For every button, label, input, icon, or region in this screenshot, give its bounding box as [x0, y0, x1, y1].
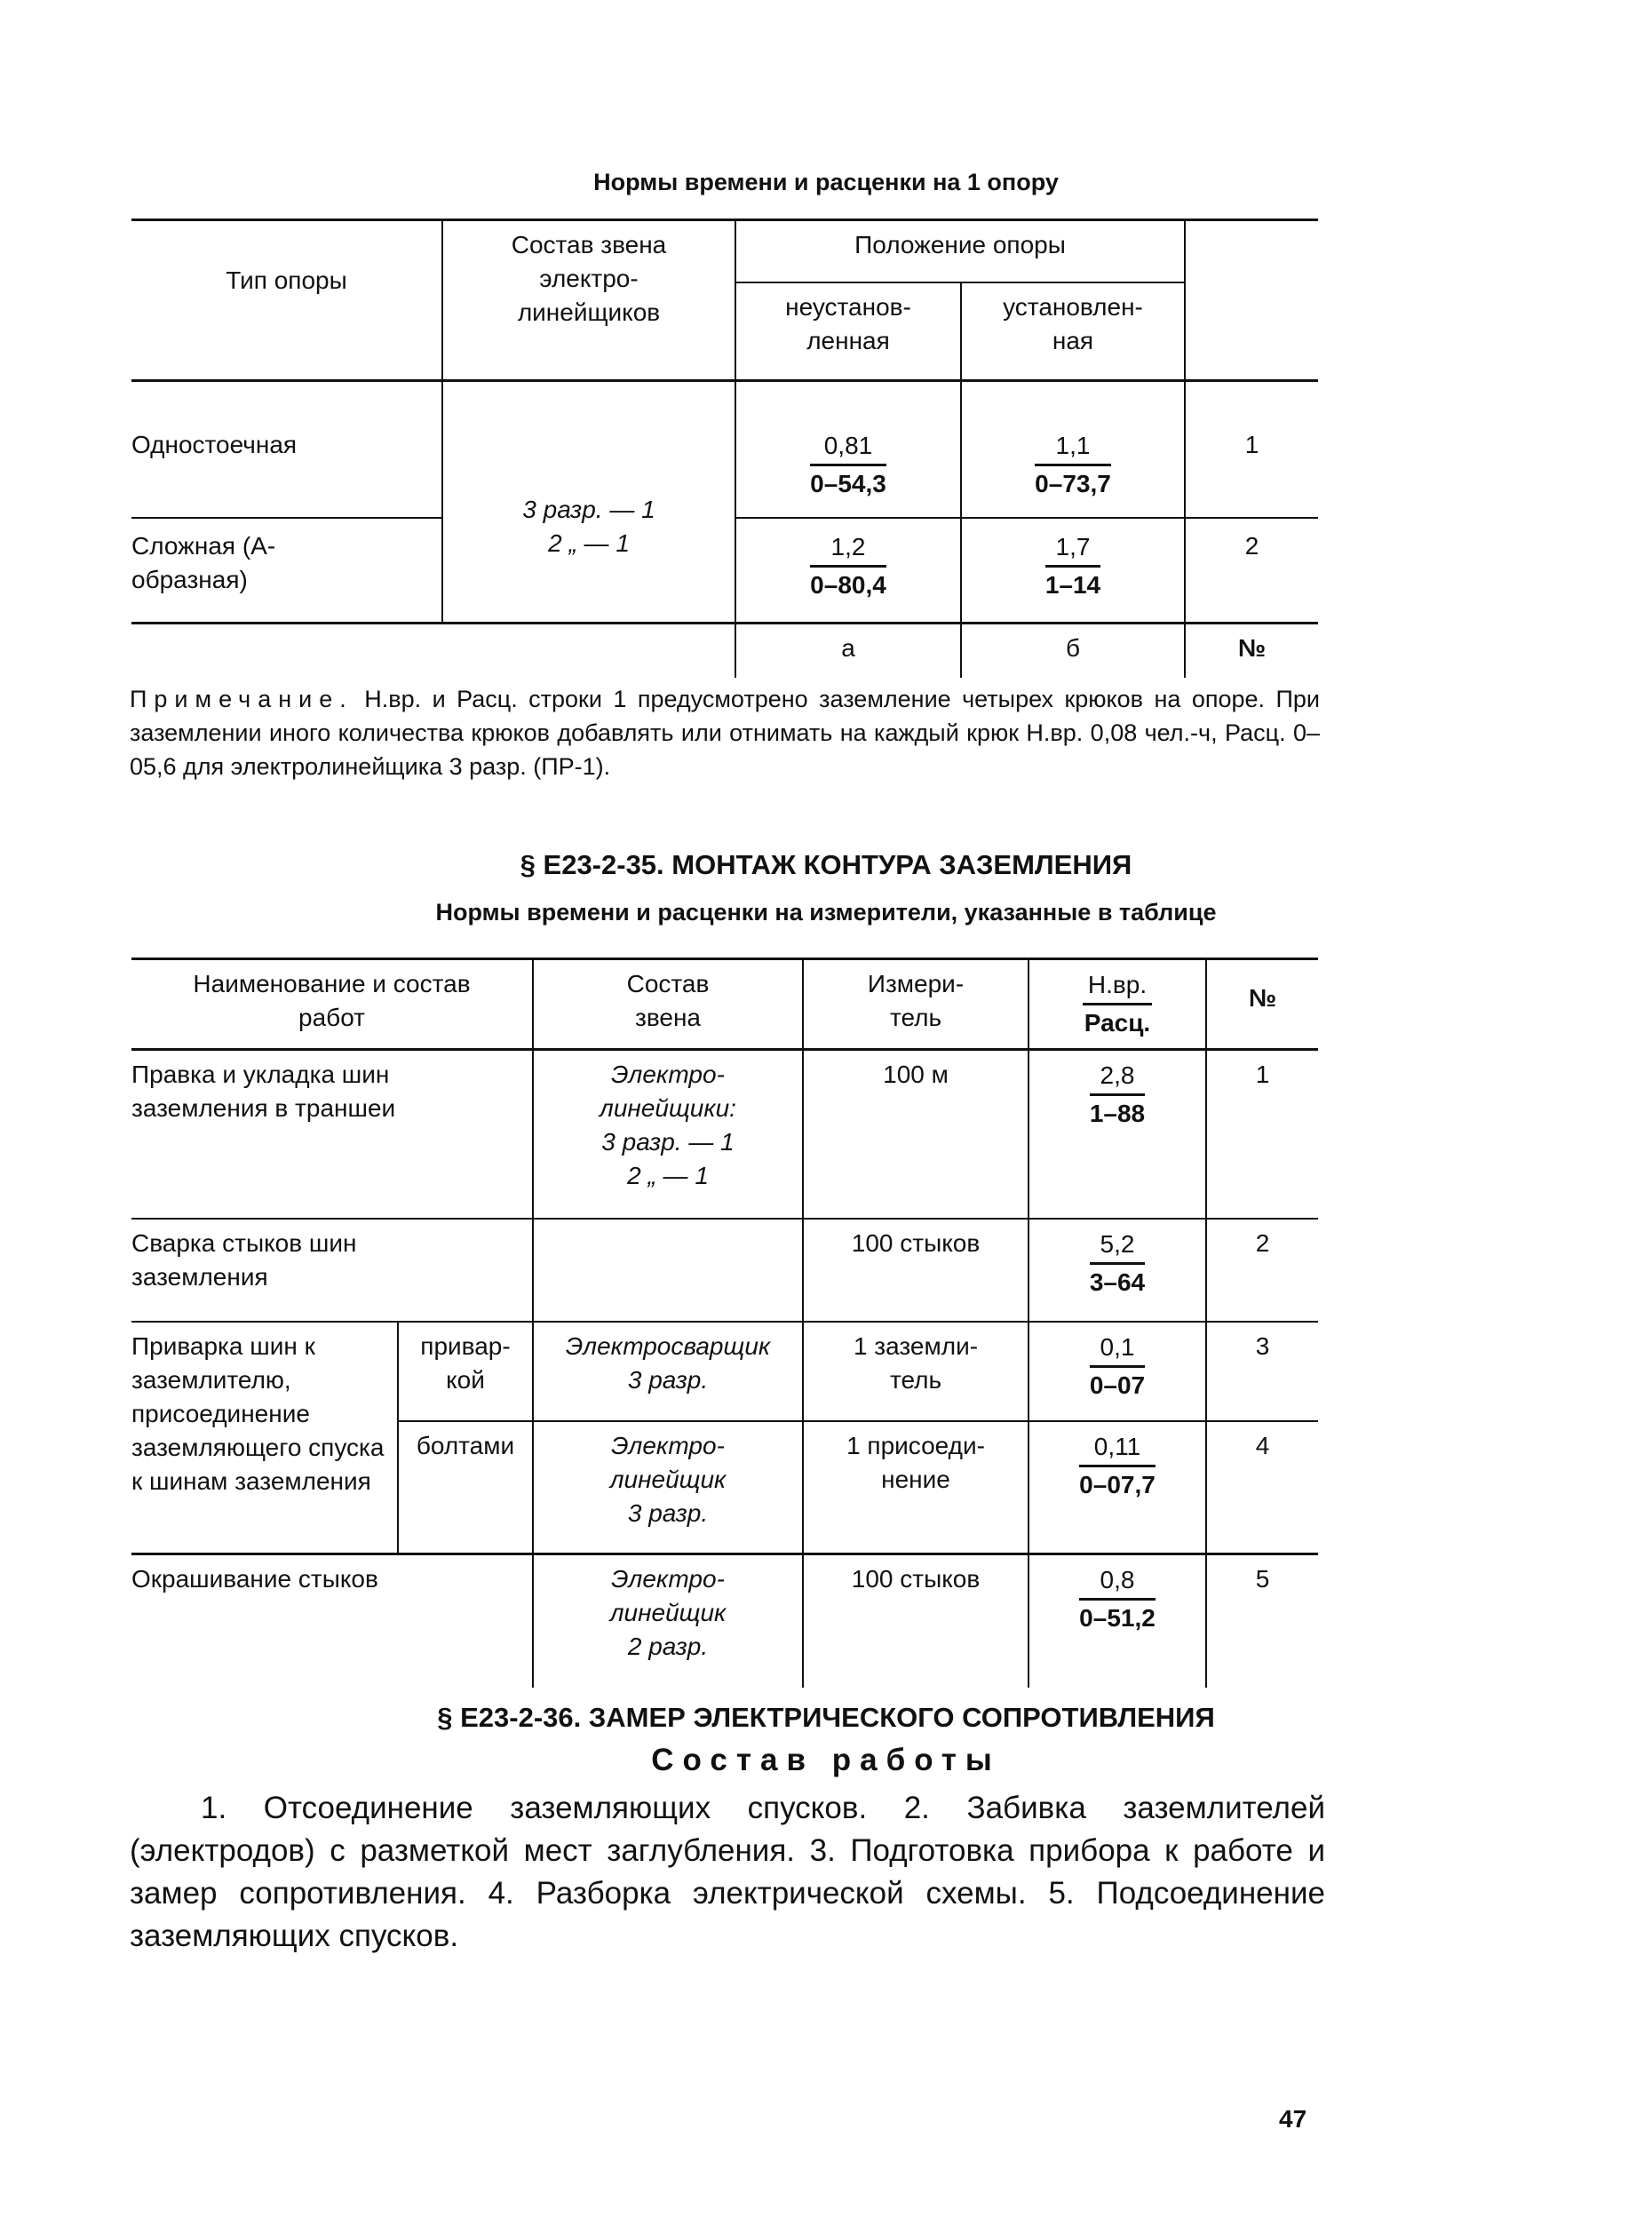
- norm-fraction: $\frac{1,2}{0-80,4}$: [810, 529, 886, 603]
- norm-fraction: $\frac{1,7}{1-14}$: [1045, 529, 1100, 603]
- crew-line-2: 2 „ — 1: [548, 528, 630, 557]
- note: [130, 682, 1320, 783]
- header-crew: Состав звена электро-линейщиков: [442, 220, 735, 381]
- table-row: [131, 1322, 1318, 1421]
- t2-row5-no: 5: [1255, 1565, 1270, 1593]
- header-installed: установлен-ная: [961, 282, 1185, 380]
- t2-header-norm: $\frac{Н.вр.}{\text{Расц.}}$: [1083, 967, 1152, 1041]
- crew-line-1: 3 разр. — 1: [522, 495, 655, 523]
- footer-a: а: [735, 623, 961, 678]
- section-36-subtitle: Состав работы: [651, 1743, 1001, 1777]
- t2-header-no: №: [1248, 984, 1277, 1012]
- t2-row1-work: Правка и укладка шин заземления в траншеи: [131, 1050, 533, 1219]
- t2-row2-no: 2: [1255, 1228, 1270, 1257]
- table-row: [131, 1219, 1318, 1322]
- t2-row4-no: 4: [1255, 1431, 1270, 1459]
- row1-no: 1: [1244, 430, 1259, 458]
- section-35-title: § Е23-2-35. МОНТАЖ КОНТУРА ЗАЗЕМЛЕНИЯ: [520, 849, 1132, 880]
- section-36-text: 1. Отсоединение заземляющих спусков. 2. Забивка заземлителей (электродов) с разметкой мест заглубления. 3. Подготовка прибора к работе и замер сопротивления. 4. Разборка электрической схемы. 5. Подсоединение заземляющих спусков.: [130, 1791, 1325, 1953]
- table-row: [131, 380, 1318, 518]
- t2-row1-crew: Электро- линейщики: 3 разр. — 1 2 „ — 1: [533, 1050, 803, 1219]
- row2-type: Сложная (А-образная): [131, 532, 276, 593]
- t2-header-crew: Состав звена: [533, 959, 803, 1050]
- t2-row2-work: Сварка стыков шин заземления: [131, 1228, 357, 1291]
- table1: [131, 219, 1318, 678]
- norm-fraction: $\frac{5,2}{3-64}$: [1090, 1227, 1145, 1300]
- norm-fraction: $\frac{0,81}{0-54,3}$: [810, 428, 886, 502]
- footer-b: б: [961, 623, 1185, 678]
- crew-cell: [442, 380, 735, 623]
- t2-row3-sub: привар-кой: [398, 1322, 533, 1421]
- row2-no: 2: [1244, 532, 1259, 560]
- t2-row5-meter: 100 стыков: [803, 1554, 1029, 1688]
- t2-row4-meter: 1 присоеди-нение: [803, 1421, 1029, 1554]
- t2-row4-sub: болтами: [398, 1421, 533, 1554]
- section-36-title: § Е23-2-36. ЗАМЕР ЭЛЕКТРИЧЕСКОГО СОПРОТИВЛЕНИЯ: [437, 1702, 1215, 1733]
- t2-row3-crew: Электросварщик 3 разр.: [533, 1322, 803, 1421]
- norm-fraction: $\frac{2,8}{1-88}$: [1090, 1058, 1145, 1132]
- section-35-caption: Нормы времени и расценки на измерители, указанные в таблице: [435, 899, 1217, 926]
- t2-row3-work: Приварка шин к заземлителю, присоединение заземляющего спуска к шинам заземления: [131, 1322, 398, 1554]
- header-position: Положение опоры: [735, 220, 1185, 283]
- header-type: Тип опоры: [131, 220, 442, 381]
- norm-fraction: $\frac{0,11}{0-07,7}$: [1079, 1429, 1156, 1503]
- page-number: 47: [1279, 2105, 1307, 2133]
- t2-row4-crew: Электро- линейщик 3 разр.: [533, 1421, 803, 1554]
- table-row: [131, 1554, 1318, 1688]
- header-not-installed: неустанов-ленная: [735, 282, 961, 380]
- t2-row3-no: 3: [1255, 1331, 1270, 1360]
- t2-row1-no: 1: [1255, 1061, 1270, 1088]
- footer-no: №: [1237, 633, 1267, 662]
- table1-caption: Нормы времени и расценки на 1 опору: [593, 169, 1059, 195]
- t2-row5-work: Окрашивание стыков: [131, 1554, 533, 1688]
- table2: [131, 958, 1318, 1688]
- row1-type: Одностоечная: [131, 430, 298, 458]
- t2-row1-meter: 100 м: [803, 1050, 1029, 1219]
- t2-row2-meter: 100 стыков: [803, 1219, 1029, 1322]
- note-label: Примечание.: [130, 686, 353, 712]
- table-row: [131, 1050, 1318, 1219]
- t2-row5-crew: Электро- линейщик 2 разр.: [533, 1554, 803, 1688]
- t2-row3-meter: 1 заземли-тель: [803, 1322, 1029, 1421]
- norm-fraction: $\frac{1,1}{0-73,7}$: [1035, 428, 1111, 502]
- t2-header-work: Наименование и состав работ: [131, 959, 533, 1050]
- note-text: Н.вр. и Расц. строки 1 предусмотрено заземление четырех крюков на опоре. При заземлении иного количества крюков добавлять или отнимать на каждый крюк Н.вр. 0,08 чел.-ч, Расц. 0–05,6 для электролинейщика 3 разр. (ПР-1).: [130, 686, 1321, 780]
- norm-fraction: $\frac{0,8}{0-51,2}$: [1079, 1562, 1156, 1636]
- t2-header-meter: Измери-тель: [803, 959, 1029, 1050]
- norm-fraction: $\frac{0,1}{0-07}$: [1090, 1330, 1145, 1403]
